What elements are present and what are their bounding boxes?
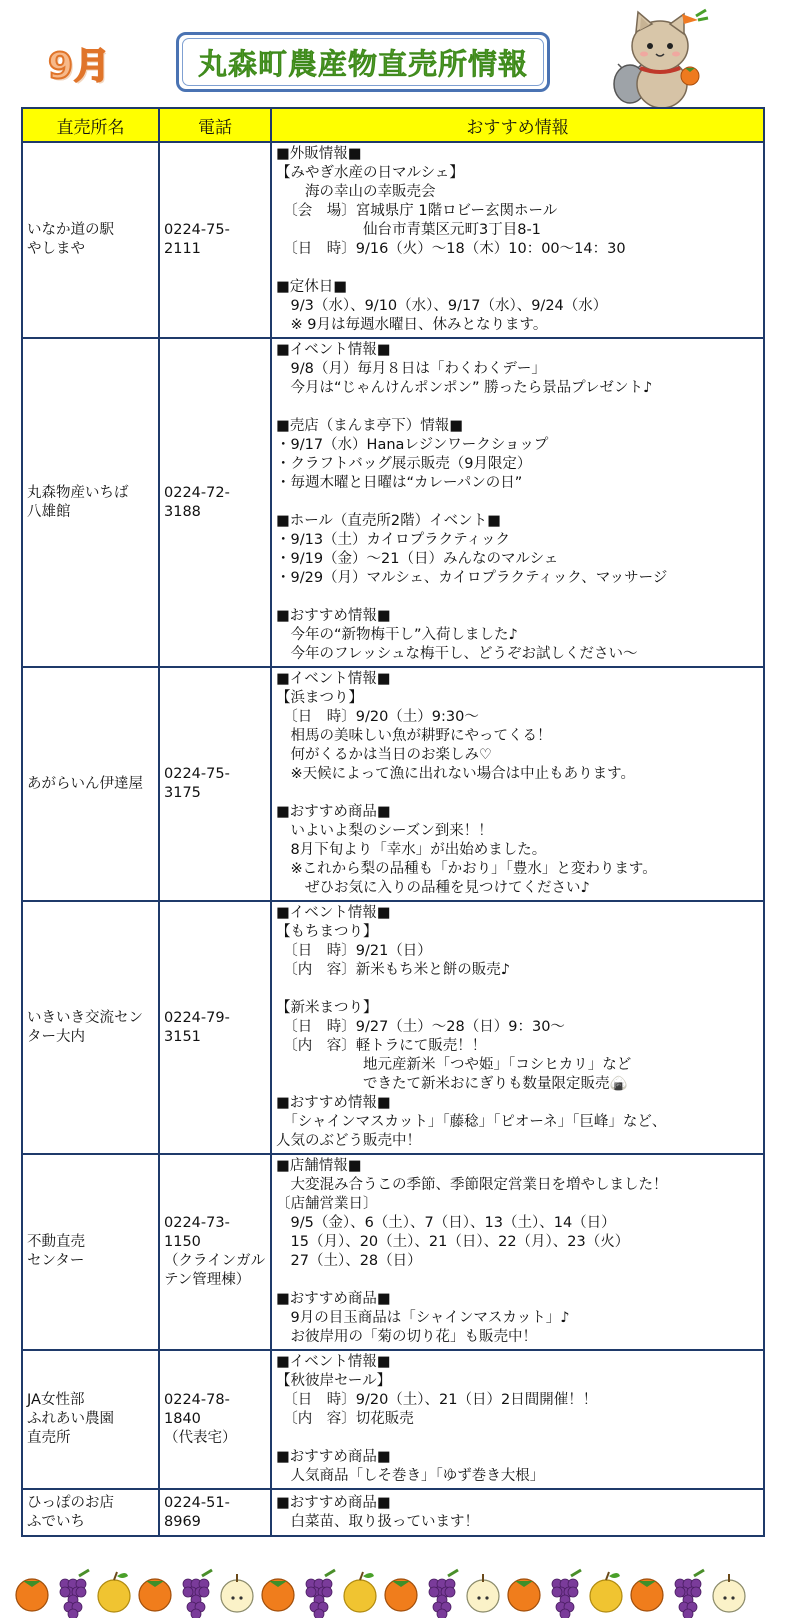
table-row — [22, 338, 764, 667]
info-line: ■おすすめ商品■ — [276, 1291, 391, 1307]
store-info-table — [21, 107, 765, 1537]
info-line: 9月の目玉商品は「シャインマスカット」♪ — [276, 1310, 570, 1326]
phone-number-line: 0224-51- — [164, 1494, 230, 1511]
info-line: 何がくるかは当日のお楽しみ♡ — [276, 747, 492, 763]
persimmon-icon — [631, 1579, 663, 1611]
persimmon-icon — [139, 1579, 171, 1611]
info-line: 今年のフレッシュな梅干し、どうぞお試しください～ — [276, 646, 638, 662]
pear-icon — [98, 1572, 130, 1612]
grape-icon — [675, 1570, 704, 1618]
phone-number-line: 2111 — [164, 241, 201, 257]
column-header-store-name: 直売所名 — [22, 108, 159, 142]
info-line: 仙台市青葉区元町3丁目8-1 — [276, 222, 541, 238]
title-banner — [176, 32, 550, 92]
phone-cell — [159, 338, 271, 667]
info-line: 【もちまつり】 — [276, 924, 378, 940]
phone-number-line: 3151 — [164, 1028, 201, 1045]
store-name-line: センター — [27, 1253, 85, 1269]
info-line: 地元産新米「つや姫」「コシヒカリ」など — [276, 1057, 632, 1073]
info-line: 〔日 時〕9/21（日） — [276, 943, 432, 959]
info-line: ■おすすめ情報■ — [276, 1095, 391, 1111]
apple-icon — [713, 1574, 745, 1612]
store-name-cell — [22, 338, 159, 667]
store-name-line: 不動直売 — [27, 1234, 85, 1250]
info-line: 〔店舗営業日〕 — [276, 1196, 378, 1212]
phone-cell — [159, 1489, 271, 1536]
grape-icon — [552, 1570, 581, 1618]
info-line: ■ホール（直売所2階）イベント■ — [276, 513, 501, 529]
info-line: 〔日 時〕9/16（火）～18（木）10：00～14：30 — [276, 241, 626, 257]
phone-note-line: テン管理棟） — [164, 1272, 251, 1288]
info-line: 「シャインマスカット」「藤稔」「ピオーネ」「巨峰」など、 — [276, 1114, 667, 1130]
recommendation-cell — [271, 667, 764, 901]
phone-cell — [159, 1154, 271, 1350]
table-header-row — [22, 108, 764, 142]
phone-cell — [159, 1350, 271, 1489]
info-line — [276, 493, 759, 512]
column-header-recommendations: おすすめ情報 — [271, 108, 764, 142]
info-line: 人気のぶどう販売中！ — [276, 1133, 421, 1149]
column-header-phone: 電話 — [159, 108, 271, 142]
info-line — [276, 259, 759, 278]
table-row — [22, 1350, 764, 1489]
info-line: ・クラフトバッグ展示販売（9月限定） — [276, 456, 532, 472]
phone-number-line: 0224-79- — [164, 1009, 230, 1026]
info-line: ■売店（まんま亭下）情報■ — [276, 418, 463, 434]
info-line: ・毎週木曜と日曜は“カレーパンの日” — [276, 475, 523, 491]
info-line: 人気商品「しそ巻き」「ゆず巻き大根」 — [276, 1468, 545, 1484]
store-name-line: ふれあい農園 — [27, 1411, 114, 1427]
info-line: 【浜まつり】 — [276, 690, 363, 706]
info-line: ■イベント情報■ — [276, 342, 391, 358]
info-line: 〔内 容〕新米もち米と餅の販売♪ — [276, 962, 511, 978]
phone-number-line: 0224-78- — [164, 1392, 230, 1408]
store-name-line: 直売所 — [27, 1430, 71, 1446]
info-line: 海の幸山の幸販売会 — [276, 184, 436, 200]
page-title: 丸森町農産物直売所情報 — [197, 46, 528, 81]
info-line: 〔内 容〕切花販売 — [276, 1411, 414, 1427]
info-line: いよいよ梨のシーズン到来！！ — [276, 823, 493, 839]
phone-cell — [159, 901, 271, 1154]
info-line: ■おすすめ商品■ — [276, 804, 391, 820]
table-row — [22, 1154, 764, 1350]
info-line: ■外販情報■ — [276, 146, 362, 162]
info-line: できたて新米おにぎりも数量限定販売🍙 — [276, 1076, 628, 1092]
phone-number-line: 3188 — [164, 503, 201, 520]
info-line: ぜひお気に入りの品種を見つけてください♪ — [276, 880, 590, 896]
store-name-cell — [22, 901, 159, 1154]
store-name-line: いきいき交流セン — [27, 1009, 143, 1026]
store-name-cell — [22, 142, 159, 338]
info-line: ※ 9月は毎週水曜日、休みとなります。 — [276, 317, 548, 333]
info-line: ■おすすめ商品■ — [276, 1494, 391, 1511]
store-name-line: 丸森物産いちば — [27, 484, 129, 501]
info-line: ・9/13（土）カイロプラクティック — [276, 532, 510, 548]
recommendation-cell — [271, 338, 764, 667]
store-name-cell — [22, 1350, 159, 1489]
info-line: ■イベント情報■ — [276, 905, 391, 921]
info-line: 今月は“じゃんけんポンポン” 勝ったら景品プレゼント♪ — [276, 380, 653, 396]
info-line: 9/3（水）、9/10（水）、9/17（水）、9/24（水） — [276, 298, 608, 314]
store-name-line: いなか道の駅 — [27, 222, 114, 238]
grape-icon — [306, 1570, 335, 1618]
info-line: 15（月）、20（土）、21（日）、22（月）、23（火） — [276, 1234, 630, 1250]
store-name-cell — [22, 1154, 159, 1350]
store-name-line: ター大内 — [27, 1028, 85, 1045]
persimmon-icon — [508, 1579, 540, 1611]
phone-cell — [159, 667, 271, 901]
phone-number-line: 1150 — [164, 1234, 201, 1250]
info-line: ■イベント情報■ — [276, 1354, 391, 1370]
info-line — [276, 980, 759, 999]
recommendation-cell — [271, 901, 764, 1154]
info-line: ■定休日■ — [276, 279, 347, 295]
info-line: 【秋彼岸セール】 — [276, 1373, 392, 1389]
info-line: ・9/19（金）～21（日）みんなのマルシェ — [276, 551, 559, 567]
store-name-line: ふでいち — [27, 1513, 85, 1530]
store-name-cell — [22, 667, 159, 901]
info-line: 9/5（金）、6（土）、7（日）、13（土）、14（日） — [276, 1215, 616, 1231]
phone-number-line: 0224-73- — [164, 1215, 230, 1231]
info-line: 〔日 時〕9/20（土）9:30～ — [276, 709, 479, 725]
persimmon-icon — [16, 1579, 48, 1611]
recommendation-cell — [271, 1489, 764, 1536]
info-line: ・9/17（水）Hanaレジンワークショップ — [276, 437, 549, 453]
info-line: ■おすすめ情報■ — [276, 608, 391, 624]
info-line: ※これから梨の品種も「かおり」「豊水」と変わります。 — [276, 861, 657, 877]
info-line: 〔会 場〕宮城県庁 1階ロビー玄関ホール — [276, 203, 558, 219]
info-line: 〔日 時〕9/27（土）～28（日）9：30～ — [276, 1019, 565, 1035]
month-label: 9月 — [48, 46, 112, 87]
info-line: ・9/29（月）マルシェ、カイロプラクティック、マッサージ — [276, 570, 668, 586]
info-line: 白菜苗、取り扱っています！ — [276, 1513, 479, 1530]
cat-mascot-illustration — [610, 6, 720, 112]
info-line: 〔日 時〕9/20（土）、21（日）2日間開催！！ — [276, 1392, 598, 1408]
store-name-line: やしまや — [27, 241, 85, 257]
info-line: 相馬の美味しい魚が耕野にやってくる！ — [276, 728, 552, 744]
phone-cell — [159, 142, 271, 338]
pear-icon — [344, 1572, 376, 1612]
table-row — [22, 901, 764, 1154]
grape-icon — [183, 1570, 212, 1618]
grape-icon — [429, 1570, 458, 1618]
fruit-decoration-row — [0, 1568, 786, 1618]
info-line: お彼岸用の「菊の切り花」も販売中！ — [276, 1329, 537, 1345]
store-name-line: ひっぽのお店 — [27, 1494, 114, 1511]
info-line — [276, 398, 759, 417]
grape-icon — [60, 1570, 89, 1618]
info-line: ■おすすめ商品■ — [276, 1449, 391, 1465]
info-line: 大変混み合うこの季節、季節限定営業日を増やしました！ — [276, 1177, 668, 1193]
info-line — [276, 1271, 759, 1290]
pear-icon — [590, 1572, 622, 1612]
table-row — [22, 1489, 764, 1536]
info-line: 27（土）、28（日） — [276, 1253, 422, 1269]
info-line: 【新米まつり】 — [276, 1000, 378, 1016]
persimmon-icon — [385, 1579, 417, 1611]
store-name-line: JA女性部 — [27, 1392, 85, 1408]
apple-icon — [221, 1574, 253, 1612]
phone-note-line: （代表宅） — [164, 1430, 237, 1446]
apple-icon — [467, 1574, 499, 1612]
info-line: ■店舗情報■ — [276, 1158, 362, 1174]
info-line: 9/8（月）毎月８日は「わくわくデー」 — [276, 361, 546, 377]
recommendation-cell — [271, 142, 764, 338]
phone-number-line: 8969 — [164, 1513, 201, 1530]
phone-note-line: （クラインガル — [164, 1253, 266, 1269]
phone-number-line: 0224-72- — [164, 484, 230, 501]
recommendation-cell — [271, 1350, 764, 1489]
phone-number-line: 1840 — [164, 1411, 201, 1427]
info-line — [276, 784, 759, 803]
info-line: 今年の“新物梅干し”入荷しました♪ — [276, 627, 518, 643]
recommendation-cell — [271, 1154, 764, 1350]
info-line — [276, 1429, 759, 1448]
table-row — [22, 142, 764, 338]
phone-number-line: 3175 — [164, 785, 201, 801]
persimmon-icon — [262, 1579, 294, 1611]
store-name-line: 八雄館 — [27, 503, 71, 520]
info-line: 【みやぎ水産の日マルシェ】 — [276, 165, 464, 181]
table-row — [22, 667, 764, 901]
store-name-line: あがらいん伊達屋 — [27, 775, 143, 792]
info-line: 8月下旬より「幸水」が出始めました。 — [276, 842, 547, 858]
info-line: ■イベント情報■ — [276, 671, 391, 687]
info-line: ※天候によって漁に出れない場合は中止もあります。 — [276, 766, 635, 782]
phone-number-line: 0224-75- — [164, 766, 230, 782]
store-name-cell — [22, 1489, 159, 1536]
info-line — [276, 588, 759, 607]
info-line: 〔内 容〕軽トラにて販売！！ — [276, 1038, 487, 1054]
phone-number-line: 0224-75- — [164, 222, 230, 238]
